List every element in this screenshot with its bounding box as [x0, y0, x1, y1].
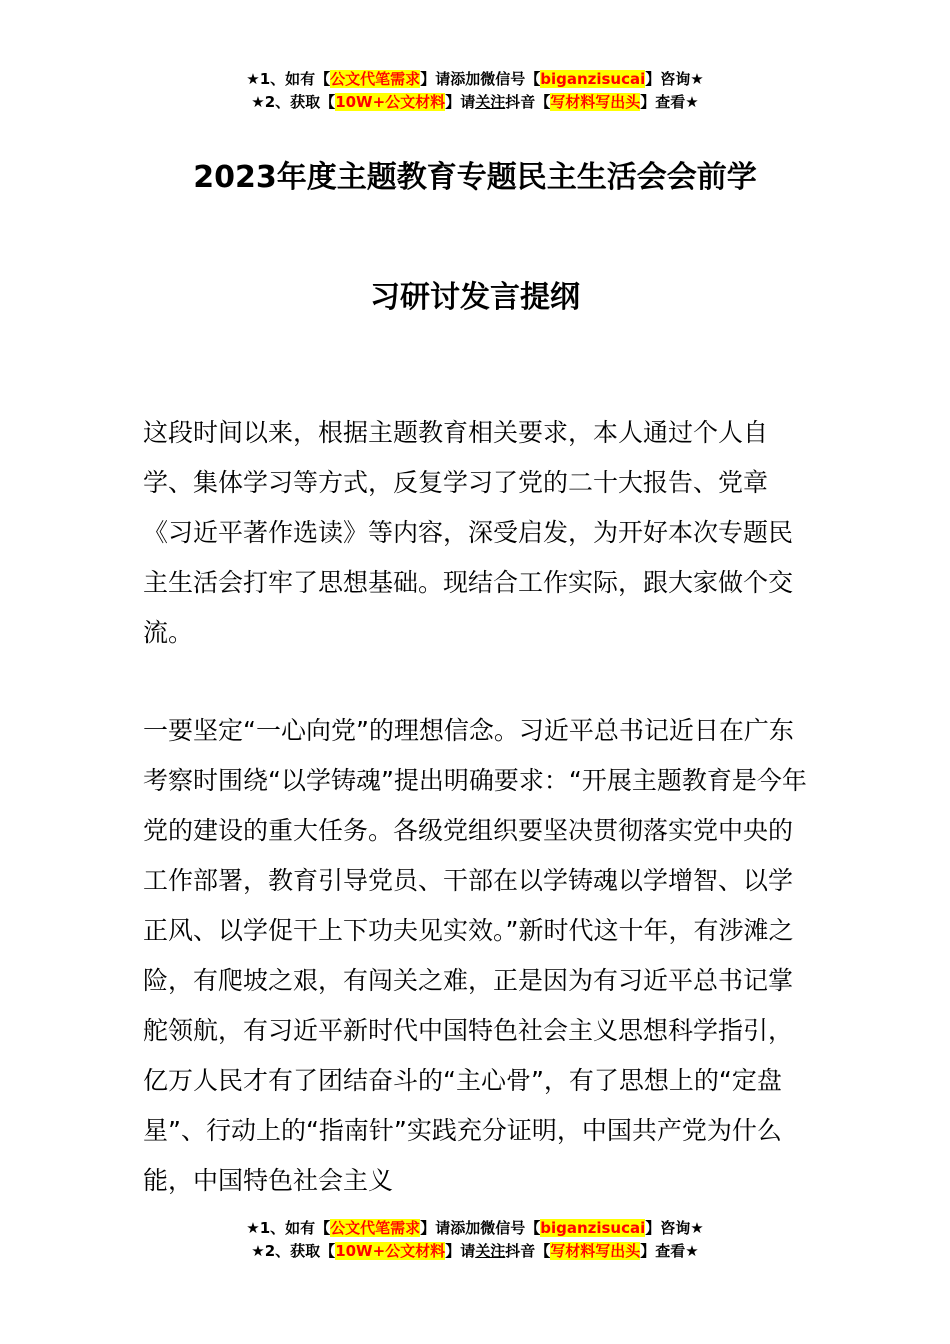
promo-highlight: 10W+公文材料	[335, 1242, 446, 1260]
body-paragraph-intro: 这段时间以来，根据主题教育相关要求，本人通过个人自学、集体学习等方式，反复学习了党的二十大报告、党章《习近平著作选读》等内容，深受启发，为开好本次专题民主生活会打牢了思想基础。现结合工作实际，跟大家做个交流。	[143, 418, 794, 647]
promo-highlight: 公文代笔需求	[330, 70, 421, 88]
promo-line-1: ★1、如有【公文代笔需求】请添加微信号【biganzisucai】咨询★	[246, 1219, 704, 1237]
promo-underline: 关注	[475, 93, 506, 111]
promo-underline: 关注	[475, 1242, 506, 1260]
header-promo-banner	[0, 68, 950, 114]
promo-highlight: 10W+公文材料	[335, 93, 446, 111]
promo-line-2: ★2、获取【10W+公文材料】请关注抖音【写材料写出头】查看★	[251, 93, 699, 111]
promo-highlight: 公文代笔需求	[330, 1219, 421, 1237]
promo-highlight: biganzisucai	[540, 1219, 646, 1237]
promo-highlight: 写材料写出头	[550, 1242, 641, 1260]
document-title-line-2: 习研讨发言提纲	[370, 280, 580, 315]
promo-highlight: biganzisucai	[540, 70, 646, 88]
promo-highlight: 写材料写出头	[550, 93, 641, 111]
body-paragraph-one: 一要坚定“一心向党”的理想信念。习近平总书记近日在广东考察时围绕“以学铸魂”提出明确要求：“开展主题教育是今年党的建设的重大任务。各级党组织要坚决贯彻落实党中央的工作部署，教育引导党员、干部在以学铸魂以学增智、以学正风、以学促干上下功夫见实效。”新时代这十年，有涉滩之险，有爬坡之艰，有闯关之难，正是因为有习近平总书记掌舵领航，有习近平新时代中国特色社会主义思想科学指引，亿万人民才有了团结奋斗的“主心骨”，有了思想上的“定盘星”、行动上的“指南针”实践充分证明，中国共产党为什么能，中国特色社会主义	[143, 716, 807, 1195]
footer-promo-banner	[0, 1217, 950, 1263]
promo-line-1: ★1、如有【公文代笔需求】请添加微信号【biganzisucai】咨询★	[246, 70, 704, 88]
document-title-line-1: 2023年度主题教育专题民主生活会会前学	[193, 160, 757, 195]
promo-line-2: ★2、获取【10W+公文材料】请关注抖音【写材料写出头】查看★	[251, 1242, 699, 1260]
